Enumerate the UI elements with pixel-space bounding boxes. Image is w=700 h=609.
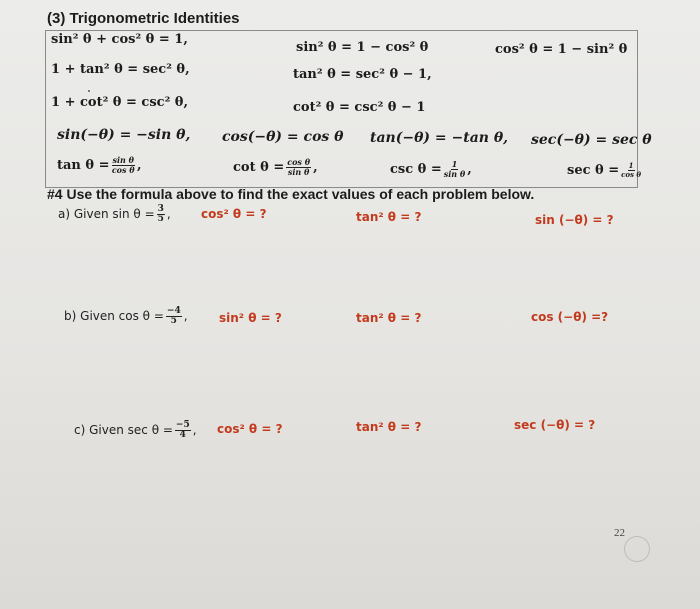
problem-c-given: c) Given sec θ = $\frac{-5}{4}$ , (74, 420, 197, 440)
problem-a-q2: tan² θ = ? (356, 210, 422, 224)
problem-b-label: b) (64, 309, 77, 323)
sec-numerator: 1 (628, 161, 634, 170)
problem-c-q2: tan² θ = ? (356, 420, 422, 434)
sec-lhs: sec θ = (567, 163, 620, 178)
identity-csc-reciprocal (390, 160, 472, 179)
comma: , (313, 160, 318, 175)
problem-b-q3: cos (−θ) =? (531, 310, 609, 324)
identity-neg-tan: tan(−θ) = −tan θ, (370, 130, 509, 146)
problem-b-given-text: Given cos θ = (80, 309, 164, 323)
csc-denominator: sin θ (443, 169, 466, 179)
problem-c-fraction (175, 421, 191, 440)
tan-lhs: tan θ = (57, 158, 110, 173)
comma: , (136, 158, 142, 173)
problem-a-q3: sin (−θ) = ? (535, 213, 614, 227)
identity-pythagorean-2: 1 + tan² θ = sec² θ, (51, 62, 190, 77)
sec-denominator: cos θ (621, 170, 642, 179)
problem-a-denominator: 5 (157, 214, 164, 224)
problem-c-denominator: 4 (179, 430, 186, 440)
problem-c-numerator: −5 (175, 420, 190, 430)
problem-b-given: b) Given cos θ = $\frac{-4}{5}$ , (64, 306, 188, 326)
problem-b-q2: tan² θ = ? (356, 311, 422, 325)
identity-cot-quotient (233, 158, 318, 177)
identity-pythagorean-3: 1 + cot² θ = csc² θ, (51, 95, 188, 110)
csc-numerator: 1 (451, 159, 458, 169)
cot-lhs: cot θ = (233, 160, 285, 175)
problem-b-denominator: 5 (170, 316, 177, 326)
problem-a-numerator: 3 (157, 204, 164, 214)
sec-fraction (621, 162, 641, 179)
page-number: 22 (614, 527, 625, 539)
pen-dot (88, 90, 90, 92)
problem-c-given-text: Given sec θ = (89, 423, 173, 437)
csc-lhs: csc θ = (390, 162, 442, 177)
problem-a-fraction (157, 205, 165, 224)
problem-a-q1: cos² θ = ? (201, 207, 267, 221)
identity-sin-squared: sin² θ = 1 − cos² θ (296, 40, 429, 55)
identity-neg-cos: cos(−θ) = cos θ (222, 129, 344, 145)
problem-c-q1: cos² θ = ? (217, 422, 283, 436)
problem-prompt: #4 Use the formula above to find the exact values of each problem below. (47, 186, 535, 202)
comma: , (467, 162, 472, 177)
tan-denominator: cos θ (111, 165, 135, 175)
cot-numerator: cos θ (287, 157, 311, 167)
identity-cos-squared: cos² θ = 1 − sin² θ (495, 42, 628, 57)
identity-neg-sec: sec(−θ) = sec θ (531, 132, 652, 148)
identity-tan-squared: tan² θ = sec² θ − 1, (293, 67, 432, 82)
problem-c-label: c) (74, 423, 86, 437)
problem-a-given: a) Given sin θ = $\frac{3}{5}$ , (58, 204, 171, 224)
tan-fraction (112, 156, 135, 175)
cot-fraction (286, 158, 311, 177)
problem-b-fraction (166, 307, 182, 326)
identity-neg-sin: sin(−θ) = −sin θ, (57, 127, 191, 143)
problem-b-numerator: −4 (166, 306, 181, 316)
identity-sec-reciprocal (567, 162, 643, 179)
identity-cot-squared: cot² θ = csc² θ − 1 (293, 100, 426, 115)
identity-tan-quotient (57, 156, 142, 175)
problem-a-given-text: Given sin θ = (73, 207, 155, 221)
pencil-circle-mark (624, 536, 650, 562)
cot-denominator: sin θ (287, 167, 310, 177)
problem-c-q3: sec (−θ) = ? (514, 418, 596, 432)
identity-pythagorean-1: sin² θ + cos² θ = 1, (51, 32, 188, 47)
problem-a-label: a) (58, 207, 71, 221)
section-title: (3) Trigonometric Identities (47, 10, 240, 27)
problem-b-q1: sin² θ = ? (219, 311, 282, 325)
tan-numerator: sin θ (112, 155, 134, 165)
csc-fraction (444, 160, 465, 179)
